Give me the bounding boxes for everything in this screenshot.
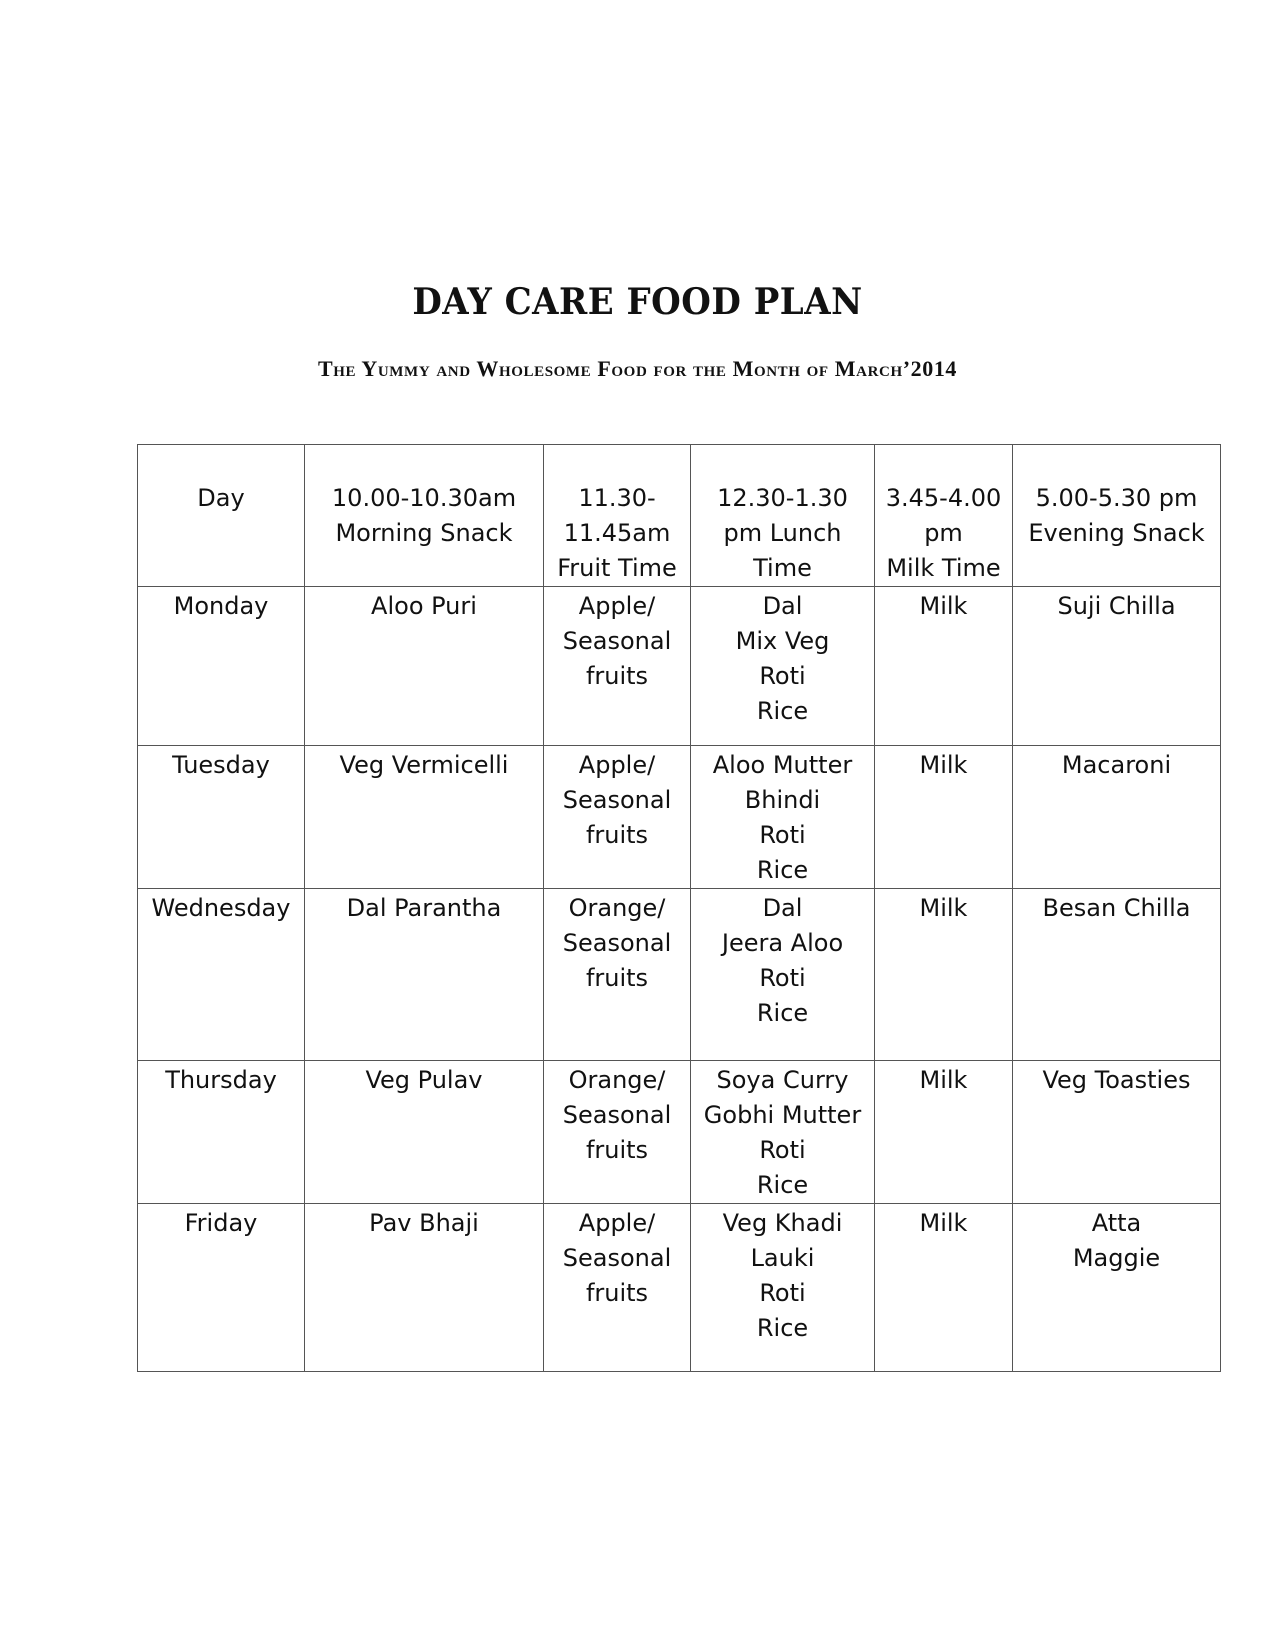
day-cell bbox=[138, 889, 305, 1061]
lunch-item: Veg Khadi bbox=[722, 1209, 843, 1237]
lunch-item: Soya Curry bbox=[716, 1066, 849, 1094]
milk-item: Milk bbox=[919, 894, 968, 922]
lunch-item: Roti bbox=[759, 964, 806, 992]
lunch-item: Rice bbox=[756, 856, 809, 884]
lunch-item: Roti bbox=[759, 821, 806, 849]
lunch-item: Mix Veg bbox=[735, 627, 830, 655]
morning-snack-item: Veg Pulav bbox=[365, 1066, 483, 1094]
evening-snack-cell bbox=[1013, 889, 1221, 1061]
header-line: Morning Snack bbox=[335, 519, 513, 547]
morning-snack-cell bbox=[305, 587, 544, 746]
food-plan-table bbox=[137, 444, 1221, 1372]
fruit-line: Seasonal bbox=[562, 1101, 672, 1129]
fruit-line: Seasonal bbox=[562, 929, 672, 957]
lunch-item: Roti bbox=[759, 662, 806, 690]
evening-snack-item: Macaroni bbox=[1061, 751, 1172, 779]
milk-cell bbox=[875, 1204, 1013, 1372]
header-line: pm bbox=[924, 519, 963, 547]
header-morning-snack bbox=[305, 445, 544, 587]
header-line: Day bbox=[197, 484, 245, 512]
lunch-item: Lauki bbox=[750, 1244, 815, 1272]
lunch-item: Rice bbox=[756, 999, 809, 1027]
milk-cell bbox=[875, 587, 1013, 746]
morning-snack-cell bbox=[305, 889, 544, 1061]
evening-snack-cell bbox=[1013, 1061, 1221, 1204]
fruit-cell bbox=[544, 889, 691, 1061]
lunch-cell bbox=[691, 746, 875, 889]
lunch-item: Gobhi Mutter bbox=[703, 1101, 862, 1129]
header-line: 10.00-10.30am bbox=[331, 484, 517, 512]
evening-snack-item: Suji Chilla bbox=[1057, 592, 1176, 620]
milk-cell bbox=[875, 746, 1013, 889]
lunch-item: Roti bbox=[759, 1136, 806, 1164]
fruit-line: Seasonal bbox=[562, 786, 672, 814]
lunch-cell bbox=[691, 1061, 875, 1204]
fruit-line: Apple/ bbox=[578, 1209, 656, 1237]
evening-snack-cell bbox=[1013, 746, 1221, 889]
fruit-line: fruits bbox=[585, 964, 649, 992]
day-label: Tuesday bbox=[172, 751, 270, 779]
day-cell bbox=[138, 1204, 305, 1372]
lunch-item: Dal bbox=[762, 592, 803, 620]
header-day bbox=[138, 445, 305, 587]
header-line: Time bbox=[753, 554, 812, 582]
evening-snack-item: Besan Chilla bbox=[1042, 894, 1191, 922]
fruit-cell bbox=[544, 746, 691, 889]
header-line: Evening Snack bbox=[1028, 519, 1205, 547]
fruit-line: Orange/ bbox=[568, 1066, 666, 1094]
morning-snack-item: Veg Vermicelli bbox=[339, 751, 509, 779]
lunch-item: Bhindi bbox=[744, 786, 821, 814]
fruit-line: Seasonal bbox=[562, 1244, 672, 1272]
lunch-item: Rice bbox=[756, 1314, 809, 1342]
day-cell bbox=[138, 746, 305, 889]
header-evening-snack bbox=[1013, 445, 1221, 587]
header-line: 11.30- bbox=[578, 484, 656, 512]
lunch-item: Jeera Aloo bbox=[721, 929, 844, 957]
fruit-cell bbox=[544, 1204, 691, 1372]
lunch-item: Rice bbox=[756, 1171, 809, 1199]
morning-snack-cell bbox=[305, 746, 544, 889]
header-line: 3.45-4.00 bbox=[885, 484, 1002, 512]
lunch-cell bbox=[691, 889, 875, 1061]
milk-item: Milk bbox=[919, 1066, 968, 1094]
header-line: Fruit Time bbox=[557, 554, 677, 582]
document-subtitle: The Yummy and Wholesome Food for the Month of March’2014 bbox=[317, 356, 958, 381]
evening-snack-item: Veg Toasties bbox=[1042, 1066, 1191, 1094]
fruit-line: fruits bbox=[585, 1279, 649, 1307]
milk-item: Milk bbox=[919, 751, 968, 779]
evening-snack-item: Maggie bbox=[1072, 1244, 1161, 1272]
morning-snack-cell bbox=[305, 1061, 544, 1204]
table-row-monday bbox=[138, 587, 1221, 746]
fruit-line: Apple/ bbox=[578, 751, 656, 779]
fruit-line: fruits bbox=[585, 662, 649, 690]
fruit-line: Seasonal bbox=[562, 627, 672, 655]
day-cell bbox=[138, 1061, 305, 1204]
lunch-cell bbox=[691, 1204, 875, 1372]
lunch-item: Roti bbox=[759, 1279, 806, 1307]
morning-snack-item: Dal Parantha bbox=[346, 894, 502, 922]
document-title: DAY CARE FOOD PLAN bbox=[412, 280, 863, 324]
lunch-item: Dal bbox=[762, 894, 803, 922]
milk-cell bbox=[875, 1061, 1013, 1204]
table-header-row bbox=[138, 445, 1221, 587]
header-line: 11.45am bbox=[563, 519, 671, 547]
table-row-thursday bbox=[138, 1061, 1221, 1204]
header-milk-time bbox=[875, 445, 1013, 587]
day-label: Thursday bbox=[165, 1066, 277, 1094]
header-line: 12.30-1.30 bbox=[717, 484, 848, 512]
header-line: 5.00-5.30 pm bbox=[1035, 484, 1198, 512]
table-row-wednesday bbox=[138, 889, 1221, 1061]
header-lunch-time bbox=[691, 445, 875, 587]
milk-item: Milk bbox=[919, 1209, 968, 1237]
day-label: Friday bbox=[184, 1209, 258, 1237]
header-line: Milk Time bbox=[886, 554, 1001, 582]
evening-snack-item: Atta bbox=[1091, 1209, 1142, 1237]
morning-snack-item: Aloo Puri bbox=[371, 592, 477, 620]
lunch-cell bbox=[691, 587, 875, 746]
fruit-cell bbox=[544, 1061, 691, 1204]
fruit-line: Apple/ bbox=[578, 592, 656, 620]
milk-cell bbox=[875, 889, 1013, 1061]
morning-snack-item: Pav Bhaji bbox=[369, 1209, 479, 1237]
lunch-item: Rice bbox=[756, 697, 809, 725]
table-row-friday bbox=[138, 1204, 1221, 1372]
morning-snack-cell bbox=[305, 1204, 544, 1372]
day-label: Wednesday bbox=[151, 894, 291, 922]
fruit-line: Orange/ bbox=[568, 894, 666, 922]
day-label: Monday bbox=[173, 592, 269, 620]
fruit-line: fruits bbox=[585, 821, 649, 849]
evening-snack-cell bbox=[1013, 587, 1221, 746]
header-fruit-time bbox=[544, 445, 691, 587]
fruit-line: fruits bbox=[585, 1136, 649, 1164]
day-cell bbox=[138, 587, 305, 746]
fruit-cell bbox=[544, 587, 691, 746]
milk-item: Milk bbox=[919, 592, 968, 620]
lunch-item: Aloo Mutter bbox=[712, 751, 853, 779]
header-line: pm Lunch bbox=[723, 519, 842, 547]
evening-snack-cell bbox=[1013, 1204, 1221, 1372]
table-row-tuesday bbox=[138, 746, 1221, 889]
